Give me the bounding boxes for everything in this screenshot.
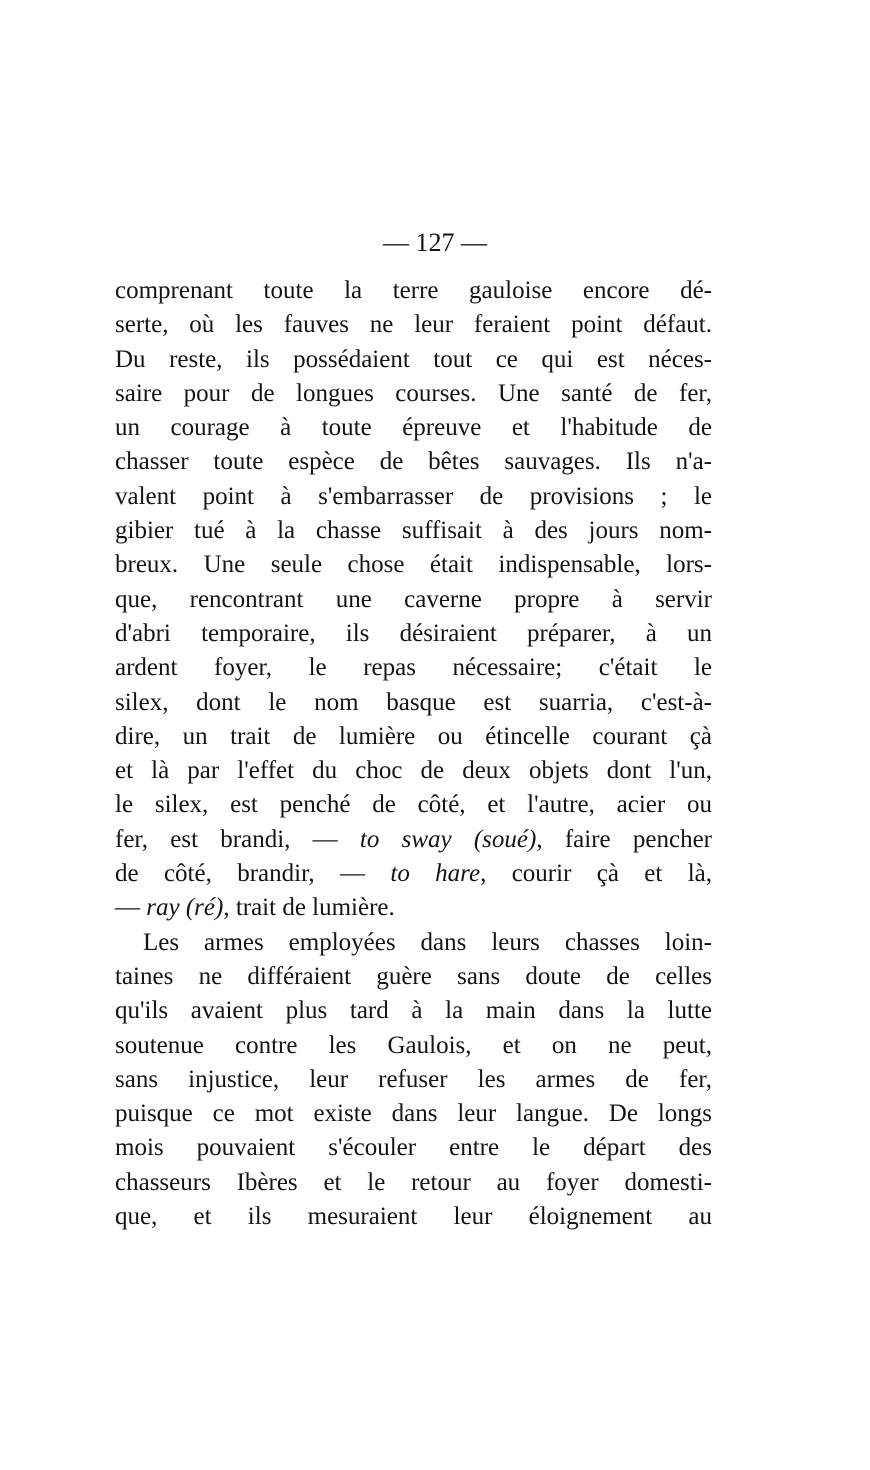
text-segment: , courir çà et là, — [480, 860, 713, 888]
text-line: dire, un trait de lumière ou étincelle courant çà — [115, 722, 712, 750]
text-line: breux. Une seule chose était indispensable, lors- — [115, 551, 712, 579]
text-line: taines ne différaient guère sans doute de celles — [115, 962, 712, 990]
text-segment: de côté, brandir, — — [115, 860, 391, 888]
text-line: le silex, est penché de côté, et l'autre, acier ou — [115, 791, 712, 819]
text-line: mois pouvaient s'écouler entre le départ des — [115, 1134, 712, 1162]
text-line: chasser toute espèce de bêtes sauvages. Ils n'a- — [115, 448, 712, 476]
body-text — [115, 274, 712, 1234]
text-segment: — — [115, 894, 147, 922]
text-line: ardent foyer, le repas nécessaire; c'était le — [115, 654, 712, 682]
text-line: serte, où les fauves ne leur feraient point défaut. — [115, 311, 712, 339]
text-line: silex, dont le nom basque est suarria, c'est-à- — [115, 688, 712, 716]
text-line: que, et ils mesuraient leur éloignement au — [115, 1203, 712, 1231]
text-line: Les armes employées dans leurs chasses loin- — [143, 928, 712, 956]
text-line: et là par l'effet du choc de deux objets dont l'un, — [115, 757, 712, 785]
text-line: Du reste, ils possédaient tout ce qui est néces- — [115, 345, 712, 373]
text-line: qu'ils avaient plus tard à la main dans la lutte — [115, 997, 712, 1025]
paragraph-1 — [115, 274, 712, 926]
text-segment: , trait de lumière. — [223, 894, 395, 922]
paragraph-2 — [115, 926, 712, 1235]
english-term: to hare — [390, 860, 481, 888]
text-line — [115, 823, 712, 857]
text-line: puisque ce mot existe dans leur langue. De longs — [115, 1100, 712, 1128]
text-segment: , faire pencher — [536, 825, 713, 853]
text-line: gibier tué à la chasse suffisait à des jours nom- — [115, 517, 712, 545]
text-line: sans injustice, leur refuser les armes de fer, — [115, 1065, 712, 1093]
english-term: to sway (soué) — [359, 825, 537, 853]
page-number: — 127 — — [383, 228, 487, 257]
text-line: comprenant toute la terre gauloise encore dé- — [115, 277, 712, 304]
english-term: ray (ré) — [146, 894, 224, 922]
text-line: que, rencontrant une caverne propre à servir — [115, 585, 712, 613]
text-line: chasseurs Ibères et le retour au foyer domesti- — [115, 1168, 712, 1196]
text-line: soutenue contre les Gaulois, et on ne peut, — [115, 1031, 712, 1059]
text-line: valent point à s'embarrasser de provisions ; le — [115, 482, 712, 510]
text-segment: fer, est brandi, — — [115, 825, 360, 853]
text-line — [115, 891, 712, 925]
text-line: saire pour de longues courses. Une santé de fer, — [115, 379, 712, 407]
text-line: d'abri temporaire, ils désiraient préparer, à un — [115, 619, 712, 647]
text-line — [115, 857, 712, 891]
text-line: un courage à toute épreuve et l'habitude de — [115, 414, 712, 442]
